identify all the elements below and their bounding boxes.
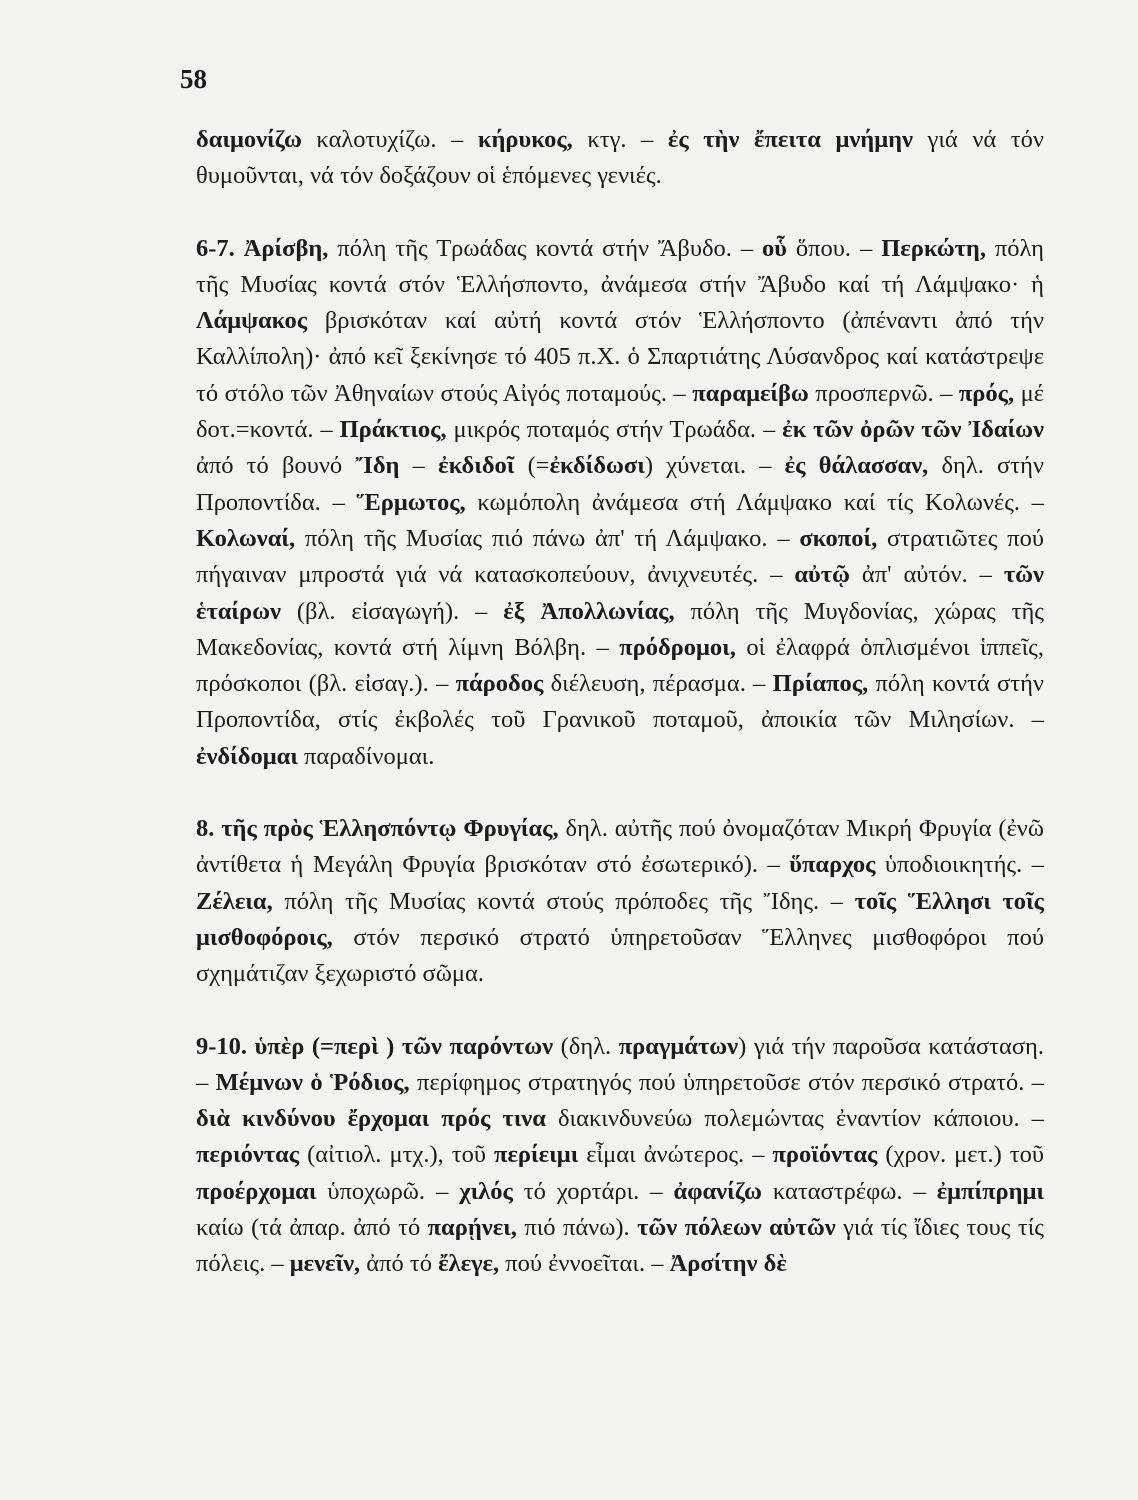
lemma: κήρυκος,	[477, 126, 573, 153]
gloss-text: ἀπ' αὐτόν. –	[849, 561, 1004, 589]
gloss-text: (χρον. μετ.) τοῦ	[877, 1141, 1044, 1169]
lemma: πραγμάτων	[618, 1032, 739, 1060]
lemma: Πράκτιος,	[339, 416, 447, 444]
lemma: παραμείβω	[692, 379, 809, 407]
gloss-text: πιό πάνω).	[516, 1214, 638, 1242]
paragraph-notes-8	[196, 811, 1044, 992]
lemma: πάροδος	[455, 670, 544, 698]
gloss-text: εἶμαι ἀνώτερος. –	[578, 1141, 773, 1169]
gloss-text: (=	[514, 452, 550, 480]
gloss-text: στρατιῶτες πού πήγαιναν μπροστά γιά νά κατασκοπεύουν, ἀνιχνευτές. –	[196, 524, 1044, 589]
lemma: ἔλεγε,	[438, 1250, 500, 1278]
lemma: ὕπαρχος	[789, 851, 876, 879]
lemma: παρῄνει,	[427, 1214, 517, 1242]
gloss-text: προσπερνῶ. –	[808, 379, 959, 407]
gloss-text: διακινδυνεύω πολεμώντας ἐναντίον κάποιου. –	[545, 1105, 1044, 1133]
gloss-text: καταστρέφω. –	[761, 1177, 937, 1205]
gloss-text: (αἰτιολ. μτχ.), τοῦ	[299, 1141, 495, 1169]
gloss-text: παραδίνομαι.	[297, 742, 435, 770]
lemma: ἐνδίδομαι	[196, 742, 298, 770]
gloss-text: γιά τίς ἴδιες τους τίς πόλεις. –	[196, 1214, 1044, 1278]
gloss-text: καίω (τά ἀπαρ. ἀπό τό	[196, 1214, 428, 1242]
gloss-text: μικρός ποταμός στήν Τρωάδα. –	[446, 416, 783, 444]
lemma: προέρχομαι	[196, 1177, 317, 1205]
lemma: ἐμπίπρημι	[936, 1177, 1044, 1205]
lemma: Ἀρσίτην δὲ	[669, 1250, 787, 1278]
lemma: ἐξ Ἀπολλωνίας,	[503, 597, 675, 625]
lemma: Ἴδη	[355, 452, 400, 480]
gloss-text: πόλη τῆς Τρωάδας κοντά στήν Ἄβυδο. –	[328, 234, 763, 262]
gloss-text: πόλη τῆς Μυσίας κοντά στούς πρόποδες τῆς Ἴδης. –	[272, 887, 855, 915]
gloss-text: (βλ. εἰσαγωγή). –	[281, 597, 504, 625]
lemma: αὐτῷ	[794, 561, 850, 589]
gloss-text: μέ δοτ.=κοντά. –	[196, 379, 1044, 444]
lemma: τοῖς Ἕλλησι τοῖς μισθοφόροις,	[196, 887, 1044, 951]
lemma: Περκώτη,	[881, 234, 986, 262]
page-number: 58	[180, 64, 207, 94]
lemma: Μέμνων ὁ Ῥόδιος,	[215, 1068, 410, 1096]
gloss-text: πού ἐννοεῖται. –	[499, 1250, 670, 1278]
gloss-text: κωμόπολη ἀνάμεσα στή Λάμψακο καί τίς Κολωνές. –	[465, 488, 1044, 516]
lemma: ἐκ τῶν ὀρῶν τῶν Ἰδαίων	[782, 416, 1044, 444]
lemma: σκοποί,	[799, 524, 878, 552]
gloss-text: –	[399, 452, 439, 480]
lemma: περίειμι	[494, 1141, 579, 1169]
lemma: 9-10. ὑπὲρ (=περὶ ) τῶν παρόντων	[196, 1032, 554, 1060]
paragraph-notes-9-10	[196, 1029, 1044, 1283]
gloss-text: κτγ. –	[572, 126, 668, 153]
lemma: τῶν πόλεων αὐτῶν	[637, 1214, 836, 1242]
lemma: 8. τῆς πρὸς Ἑλλησπόντῳ Φρυγίας,	[196, 815, 559, 843]
lemma: πρόδρομοι,	[619, 633, 736, 661]
gloss-text: ὑποδιοικητής. –	[875, 851, 1045, 879]
gloss-text: δηλ. στήν Προποντίδα. –	[196, 452, 1045, 516]
lemma: περιόντας	[196, 1141, 300, 1169]
gloss-text: ἀπό τό βουνό	[196, 452, 356, 480]
lemma: ἐς τὴν ἔπειτα μνήμην	[667, 126, 913, 153]
gloss-text: διέλευση, πέρασμα. –	[543, 670, 773, 698]
lemma: χιλός	[459, 1177, 513, 1205]
gloss-text: περίφημος στρατηγός πού ὑπηρετοῦσε στόν περσικό στρατό. –	[409, 1068, 1044, 1096]
gloss-text: ὅπου. –	[787, 234, 882, 262]
gloss-text: πόλη τῆς Μυσίας πιό πάνω ἀπ' τή Λάμψακο. –	[295, 524, 800, 552]
lemma: 6-7. Ἀρίσβη,	[196, 234, 329, 262]
lemma: πρός,	[958, 379, 1015, 407]
lemma: Ζέλεια,	[196, 887, 273, 915]
gloss-text: πόλη τῆς Μυγδονίας, χώρας τῆς Μακεδονίας, κοντά στή λίμνη Βόλβη. –	[196, 597, 1044, 661]
gloss-text: στόν περσικό στρατό ὑπηρετοῦσαν Ἕλληνες μισθοφόροι πού σχημάτιζαν ξεχωριστό σῶμα.	[196, 923, 1044, 988]
gloss-text: ἀπό τό	[360, 1250, 439, 1278]
lemma: διὰ κινδύνου ἔρχομαι πρός τινα	[196, 1105, 546, 1133]
gloss-text: δηλ. αὐτῆς πού ὀνομαζόταν Μικρή Φρυγία (ἐνῶ ἀντίθετα ἡ Μεγάλη Φρυγία βρισκόταν στό ἐσωτερικό). –	[196, 815, 1044, 879]
gloss-text: ) χύνεται. –	[644, 452, 785, 480]
lemma: οὗ	[762, 234, 787, 262]
commentary-text	[196, 122, 1044, 1283]
gloss-text: πόλη κοντά στήν Προποντίδα, στίς ἐκβολές τοῦ Γρανικοῦ ποταμοῦ, ἀποικία τῶν Μιλησίων. –	[196, 670, 1045, 734]
gloss-text: ὑποχωρῶ. –	[316, 1177, 460, 1205]
lemma: δαιμονίζω	[196, 126, 302, 153]
lemma: ἀφανίζω	[673, 1177, 762, 1205]
lemma: μενεῖν,	[289, 1250, 361, 1278]
lemma: τῶν ἑταίρων	[196, 561, 1044, 625]
gloss-text: τό χορτάρι. –	[512, 1177, 674, 1205]
lemma: Ἕρμωτος,	[356, 488, 466, 516]
gloss-text: γιά νά τόν θυμοῦνται, νά τόν δοξάζουν οἱ ἑπόμενες γενιές.	[196, 126, 1044, 190]
paragraph-notes-6-7	[196, 231, 1044, 775]
gloss-text: (δηλ.	[553, 1032, 619, 1060]
gloss-text: ) γιά τήν παροῦσα κατάσταση. –	[196, 1032, 1044, 1096]
lemma: Πρίαπος,	[772, 670, 869, 698]
lemma: ἐκδιδοῖ	[438, 452, 515, 480]
lemma: προϊόντας	[772, 1141, 878, 1169]
gloss-text: καλοτυχίζω. –	[301, 126, 478, 153]
lemma: Κολωναί,	[196, 524, 296, 552]
lemma: ἐς θάλασσαν,	[784, 452, 929, 480]
lemma: Λάμψακος	[196, 307, 308, 335]
gloss-text: πόλη τῆς Μυσίας κοντά στόν Ἑλλήσποντο, ἀνάμεσα στήν Ἄβυδο καί τή Λάμψακο· ἡ	[196, 234, 1044, 298]
gloss-text: οἱ ἐλαφρά ὁπλισμένοι ἱππεῖς, πρόσκοποι (βλ. εἰσαγ.). –	[196, 633, 1044, 698]
lemma: ἐκδίδωσι	[549, 452, 645, 480]
paragraph-notes-intro	[196, 122, 1044, 195]
gloss-text: βρισκόταν καί αὐτή κοντά στόν Ἑλλήσποντο (ἀπέναντι ἀπό τήν Καλλίπολη)· ἀπό κεῖ ξεκίνησε τό 405 π.Χ. ὁ Σπαρτιάτης Λύσανδρος καί κατάστρεψε τό στόλο τῶν Ἀθηναίων στούς Αἰγός ποταμούς. –	[196, 307, 1044, 407]
